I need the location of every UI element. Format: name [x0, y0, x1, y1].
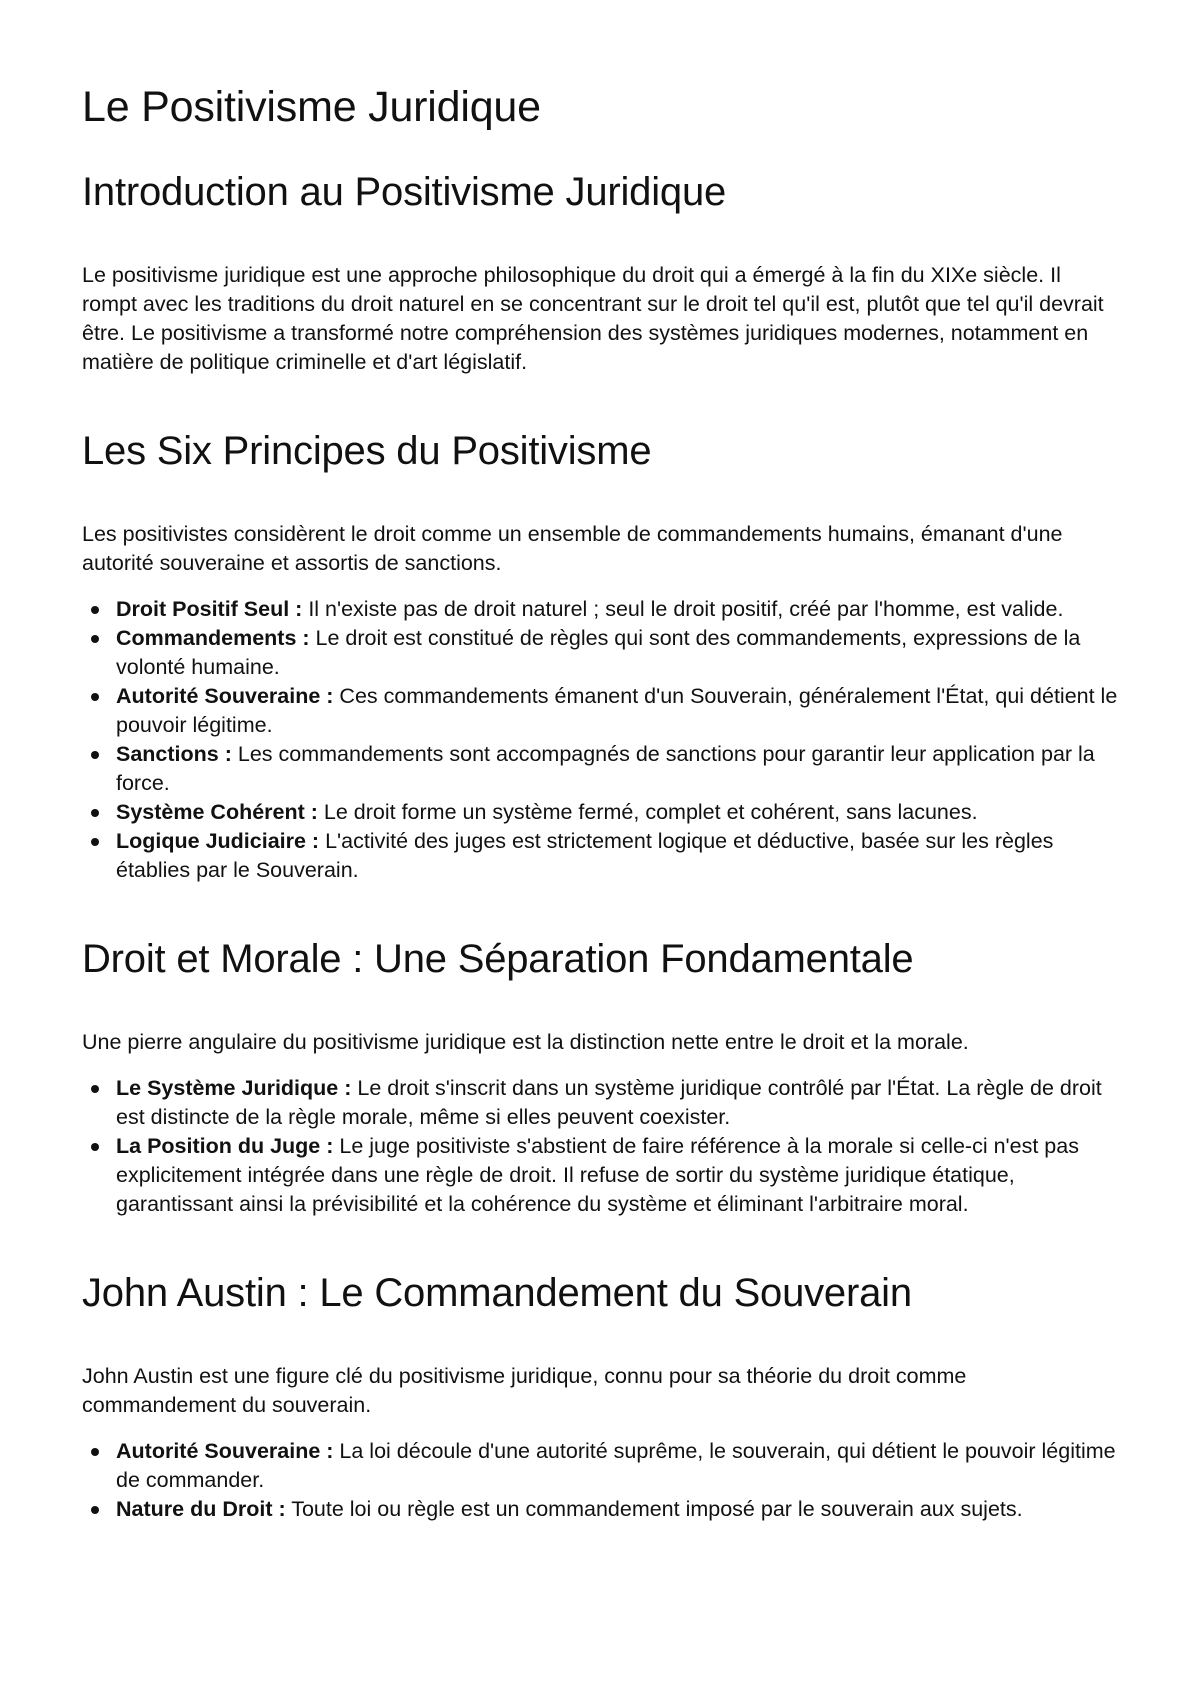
list-item-term: Sanctions :: [116, 742, 232, 766]
list-item-text: L'activité des juges est strictement logique et déductive, basée sur les règles établies par le Souverain.: [116, 829, 1054, 882]
list-item: [116, 827, 1120, 885]
list-item-text: La loi découle d'une autorité suprême, le souverain, qui détient le pouvoir légitime de commander.: [116, 1439, 1116, 1492]
list-item-text: Il n'existe pas de droit naturel ; seul le droit positif, créé par l'homme, est valide.: [302, 597, 1064, 621]
list-item-term: Logique Judiciaire :: [116, 829, 320, 853]
list-item-text: Les commandements sont accompagnés de sanctions pour garantir leur application par la force.: [116, 742, 1095, 795]
list-item-term: Système Cohérent :: [116, 800, 318, 824]
list-item-term: Autorité Souveraine :: [116, 1439, 334, 1463]
section-heading-droit-morale: Droit et Morale : Une Séparation Fondamentale: [82, 937, 914, 981]
section-paragraph-john-austin: John Austin est une figure clé du positivisme juridique, connu pour sa théorie du droit comme commandement du souverain.: [82, 1364, 967, 1417]
list-item: [116, 740, 1120, 798]
section-paragraph-principes: Les positivistes considèrent le droit comme un ensemble de commandements humains, émanant d'une autorité souveraine et assortis de sanctions.: [82, 522, 1063, 575]
list-item-term: Droit Positif Seul :: [116, 597, 303, 621]
principes-list: [82, 595, 1120, 885]
list-item-text: Le juge positiviste s'abstient de faire référence à la morale si celle-ci n'est pas explicitement intégrée dans une règle de droit. Il refuse de sortir du système juridique étatique, garantissant ainsi la prévisibilité et la cohérence du système et éliminant l'arbitraire moral.: [116, 1134, 1079, 1216]
section-paragraph-introduction: Le positivisme juridique est une approche philosophique du droit qui a émergé à la fin du XIXe siècle. Il rompt avec les traditions du droit naturel en se concentrant sur le droit tel qu'il est, plutôt que tel qu'il devrait être. Le positivisme a transformé notre compréhension des systèmes juridiques modernes, notamment en matière de politique criminelle et d'art législatif.: [82, 263, 1104, 374]
list-item: [116, 1495, 1120, 1524]
list-item-text: Le droit s'inscrit dans un système juridique contrôlé par l'État. La règle de droit est distincte de la règle morale, même si elles peuvent coexister.: [116, 1076, 1102, 1129]
list-item-term: Nature du Droit :: [116, 1497, 286, 1521]
john-austin-list: [82, 1437, 1120, 1524]
list-item: [116, 798, 1120, 827]
list-item: [116, 1437, 1120, 1495]
document-title: Le Positivisme Juridique: [82, 83, 541, 131]
list-item-term: Autorité Souveraine :: [116, 684, 334, 708]
droit-morale-list: [82, 1074, 1120, 1219]
list-item-text: Le droit est constitué de règles qui sont des commandements, expressions de la volonté humaine.: [116, 626, 1081, 679]
section-heading-principes: Les Six Principes du Positivisme: [82, 429, 652, 473]
list-item: [116, 595, 1120, 624]
list-item: [116, 624, 1120, 682]
list-item-text: Ces commandements émanent d'un Souverain, généralement l'État, qui détient le pouvoir légitime.: [116, 684, 1118, 737]
list-item-term: Le Système Juridique :: [116, 1076, 352, 1100]
list-item: [116, 682, 1120, 740]
list-item: [116, 1074, 1120, 1132]
section-paragraph-droit-morale: Une pierre angulaire du positivisme juridique est la distinction nette entre le droit et la morale.: [82, 1030, 969, 1054]
list-item-text: Le droit forme un système fermé, complet et cohérent, sans lacunes.: [317, 800, 978, 824]
list-item-term: La Position du Juge :: [116, 1134, 334, 1158]
list-item-term: Commandements :: [116, 626, 310, 650]
list-item: [116, 1132, 1120, 1219]
section-heading-introduction: Introduction au Positivisme Juridique: [82, 170, 727, 214]
list-item-text: Toute loi ou règle est un commandement imposé par le souverain aux sujets.: [285, 1497, 1023, 1521]
section-heading-john-austin: John Austin : Le Commandement du Souverain: [82, 1271, 912, 1315]
